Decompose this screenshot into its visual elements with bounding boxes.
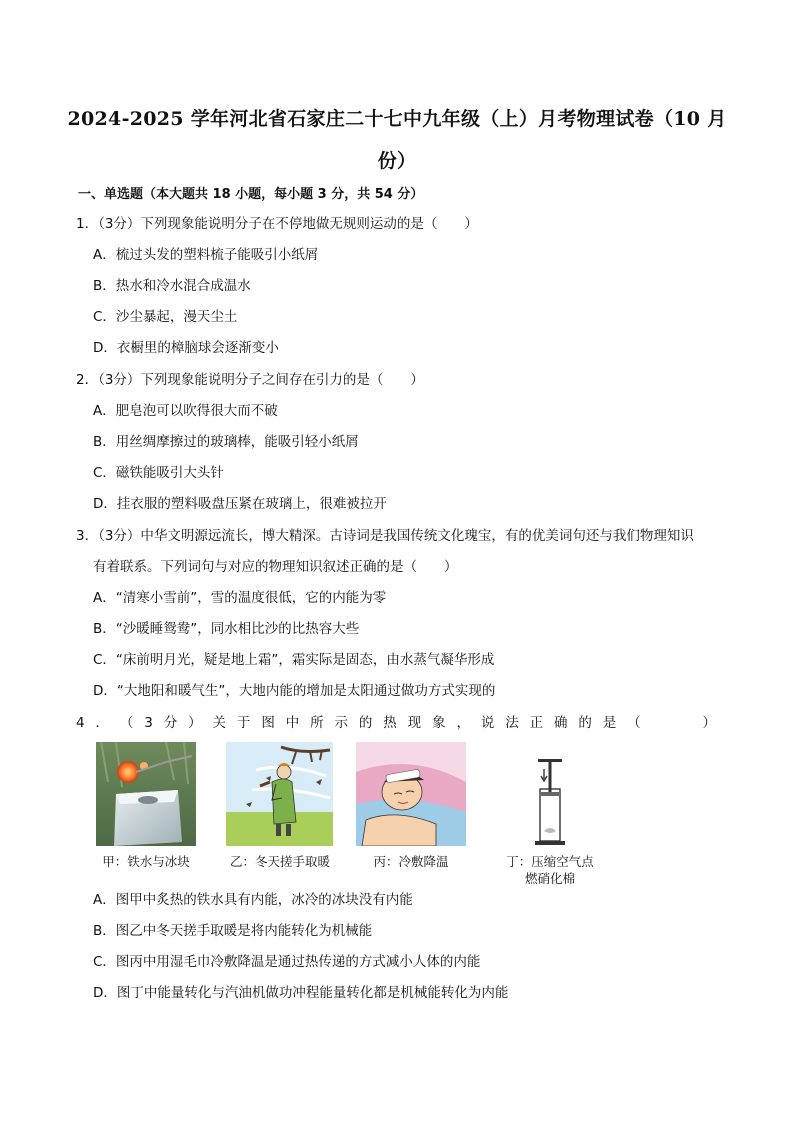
q4-stem-char: 法: [505, 715, 519, 731]
figure-ding-caption: [492, 853, 608, 887]
q4-stem-char: ，: [456, 715, 470, 731]
question-3-stem-line-2: 有着联系。下列词句与对应的物理知识叙述正确的是（ ）: [93, 559, 458, 575]
q4-stem-char: ）: [188, 715, 202, 731]
title-line-2: 份）: [377, 150, 417, 172]
question-4-option-d: D．图丁中能量转化与汽油机做功冲程能量转化都是机械能转化为内能: [93, 985, 509, 1001]
question-3-option-d: D．“大地阳和暖气生”，大地内能的增加是太阳通过做功方式实现的: [93, 683, 496, 699]
question-4-option-a: A．图甲中炙热的铁水具有内能，冰冷的冰块没有内能: [93, 892, 413, 908]
q4-stem-char: 象: [432, 715, 446, 731]
q4-stem-char: 图: [261, 715, 275, 731]
question-1-option-c: C．沙尘暴起，漫天尘土: [93, 309, 238, 325]
q4-stem-char: 是: [602, 715, 617, 731]
q4-stem-char: 热: [383, 715, 397, 731]
question-1-option-b: B．热水和冷水混合成温水: [93, 278, 251, 294]
figure-ding-caption-line-1: 丁：压缩空气点: [506, 854, 594, 869]
figure-bing-caption: 丙：冷敷降温: [373, 854, 449, 869]
question-1-option-d: D．衣橱里的樟脑球会逐渐变小: [93, 340, 279, 356]
question-4-stem: [76, 713, 716, 733]
question-1-stem: 1．（3分）下列现象能说明分子在不停地做无规则运动的是（ ）: [76, 216, 478, 232]
question-3-option-c: C．“床前明月光，疑是地上霜”，霜实际是固态，由水蒸气凝华形成: [93, 652, 495, 668]
q4-stem-char: （: [627, 715, 641, 731]
question-4-option-c: C．图丙中用湿毛巾冷敷降温是通过热传递的方式减小人体的内能: [93, 954, 481, 970]
q4-stem-char: 确: [554, 715, 568, 731]
q4-stem-char: 于: [236, 715, 251, 731]
exam-title: [60, 98, 734, 182]
q4-stem-char: 中: [285, 715, 300, 731]
question-2-option-b: B．用丝绸摩擦过的玻璃棒，能吸引轻小纸屑: [93, 434, 359, 450]
figure-jia: [96, 742, 196, 846]
question-2-option-c: C．磁铁能吸引大头针: [93, 465, 224, 481]
q4-stem-char: 分: [163, 715, 178, 731]
q4-stem-char: 正: [529, 715, 544, 731]
question-1-option-a: A．梳过头发的塑料梳子能吸引小纸屑: [93, 247, 319, 263]
question-2-option-d: D．挂衣服的塑料吸盘压紧在玻璃上，很难被拉开: [93, 496, 387, 512]
cold-compress-icon: [356, 742, 466, 846]
air-compression-cylinder-icon: [530, 757, 570, 849]
q4-stem-char: 3: [144, 715, 153, 731]
person-rubbing-hands-icon: [226, 742, 333, 846]
figure-ding: [530, 757, 570, 849]
question-3-option-b: B．“沙暖睡鸳鸯”，同水相比沙的比热容大些: [93, 621, 360, 637]
q4-stem-char: 4: [76, 715, 85, 731]
question-4-option-b: B．图乙中冬天搓手取暖是将内能转化为机械能: [93, 923, 373, 939]
molten-iron-on-ice-icon: [96, 742, 196, 846]
question-3-stem-line-1: 3．（3分）中华文明源远流长，博大精深。古诗词是我国传统文化瑰宝，有的优美词句还与我们物理知识: [76, 528, 694, 544]
figure-yi: [226, 742, 333, 846]
q4-stem-char: 所: [310, 715, 324, 731]
question-2-stem: 2．（3分）下列现象能说明分子之间存在引力的是（ ）: [76, 372, 424, 388]
q4-stem-char: 说: [480, 715, 495, 731]
q4-stem-char: 示: [334, 715, 348, 731]
figure-ding-caption-line-2: 燃硝化棉: [524, 871, 575, 886]
figure-yi-caption: 乙：冬天搓手取暖: [229, 854, 330, 869]
q4-stem-char: 的: [358, 715, 373, 731]
q4-stem-char: （: [119, 715, 134, 731]
q4-stem-char: 关: [212, 715, 227, 731]
q4-stem-char: ）: [702, 715, 716, 731]
figure-jia-caption: 甲：铁水与冰块: [102, 854, 190, 869]
section-heading: 一、单选题（本大题共 18 小题，每小题 3 分，共 54 分）: [78, 187, 424, 202]
q4-stem-char: 的: [578, 715, 592, 731]
title-line-1: 2024-2025 学年河北省石家庄二十七中九年级（上）月考物理试卷（10 月: [67, 108, 727, 130]
q4-stem-char: ．: [95, 715, 109, 731]
figure-bing: [356, 742, 466, 846]
question-2-option-a: A．肥皂泡可以吹得很大而不破: [93, 403, 278, 419]
question-3-option-a: A．“清寒小雪前”，雪的温度很低，它的内能为零: [93, 590, 387, 606]
q4-stem-char: [652, 713, 692, 733]
q4-stem-char: 现: [407, 715, 422, 731]
